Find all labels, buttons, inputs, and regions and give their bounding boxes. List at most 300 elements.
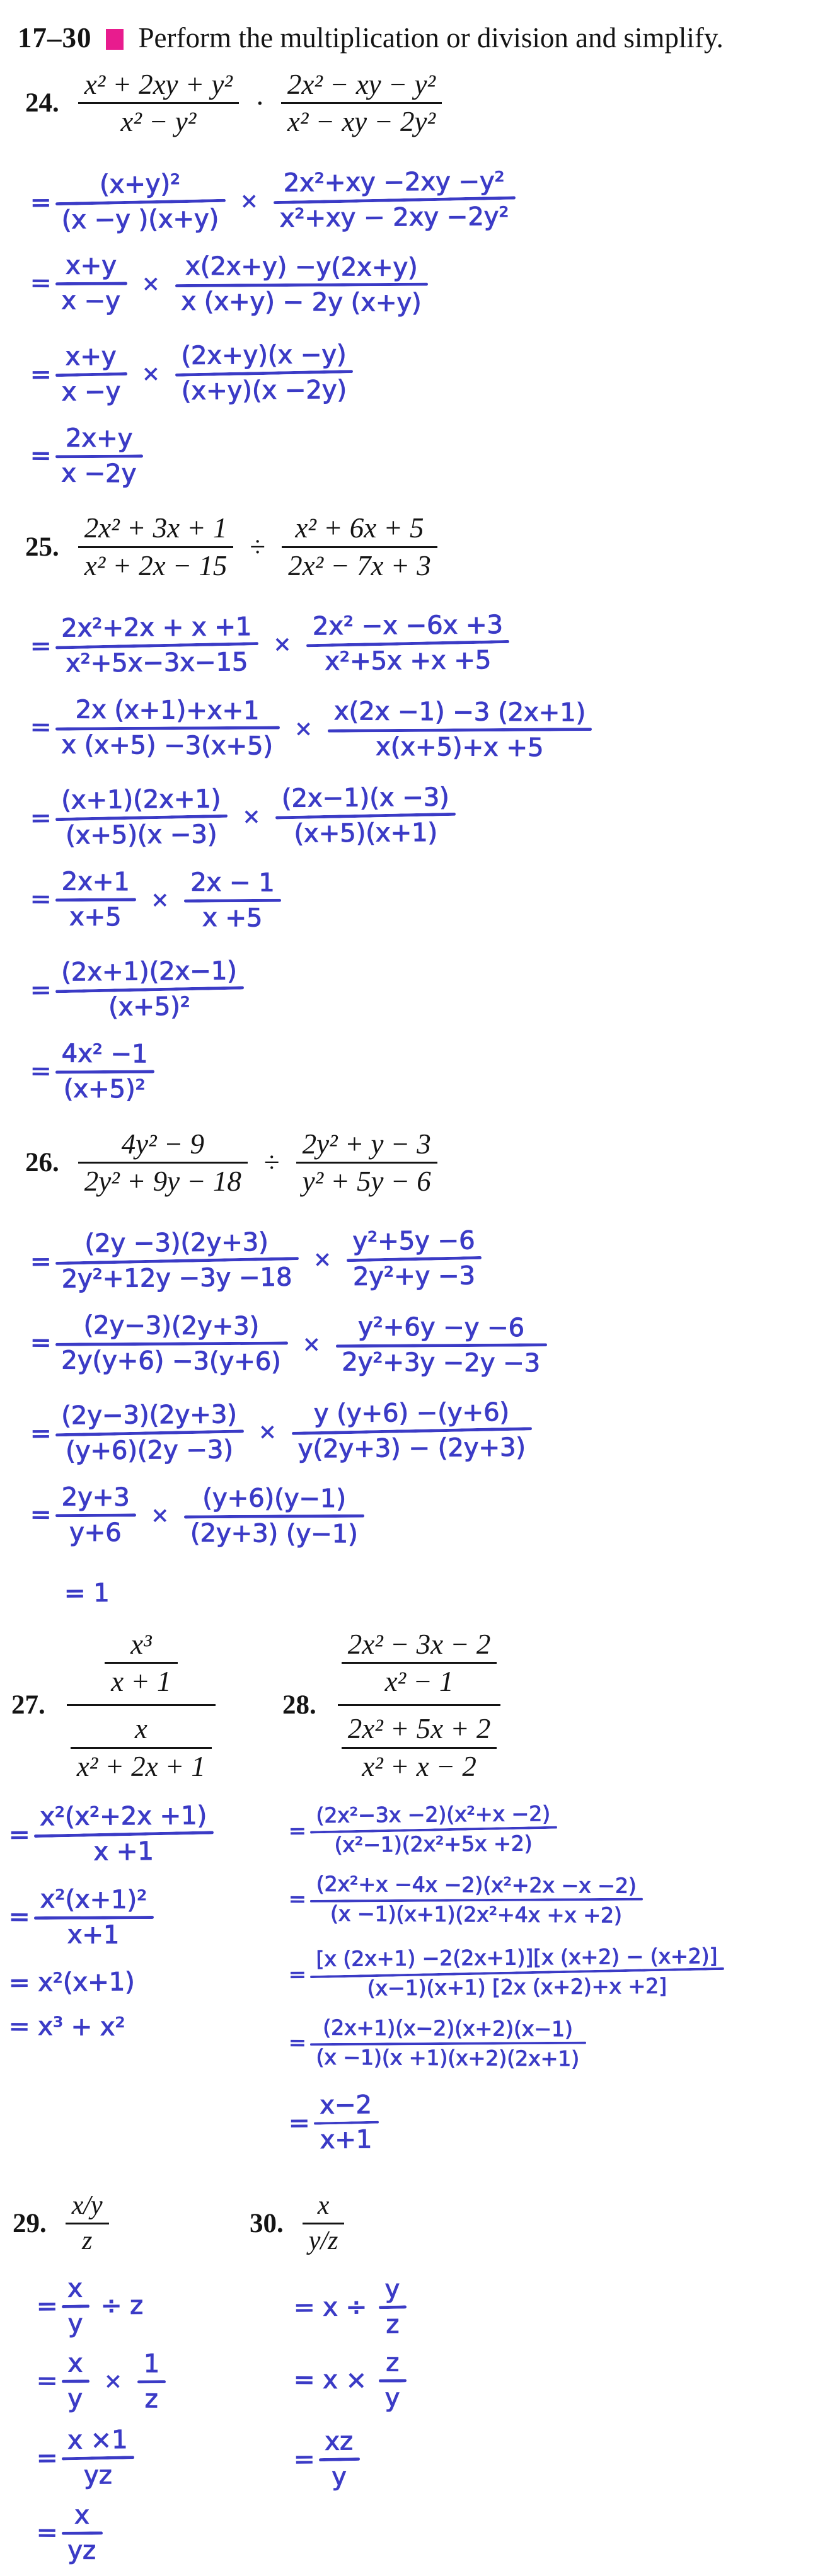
numerator: x ×1 xyxy=(67,2425,128,2455)
numerator: x(2x+y) −y(2x+y) xyxy=(185,252,418,283)
operator: × xyxy=(141,271,160,297)
fraction xyxy=(291,1397,532,1466)
section-bullet-square xyxy=(106,29,124,50)
handwritten-step xyxy=(0,2499,248,2568)
fraction-bar xyxy=(62,2379,89,2383)
denominator: x²+xy − 2xy −2y² xyxy=(279,202,509,233)
handwritten-step xyxy=(279,1870,837,1930)
numerator: x³ xyxy=(130,1628,152,1660)
math-text: = xyxy=(30,441,52,471)
math-text: = xyxy=(293,2444,315,2475)
fraction xyxy=(318,2425,360,2493)
fraction xyxy=(55,694,279,762)
denominator: x+1 xyxy=(67,1920,120,1950)
denominator: x +1 xyxy=(93,1836,154,1867)
math-text: = xyxy=(8,1902,30,1932)
denominator: x −y xyxy=(61,377,121,407)
numerator: x xyxy=(67,2349,83,2378)
main-fraction-bar xyxy=(67,1704,216,1706)
fraction xyxy=(346,1225,482,1293)
fraction xyxy=(184,1482,365,1550)
problem-number: 24. xyxy=(25,88,59,118)
operator: · xyxy=(255,87,265,119)
problem-27 xyxy=(0,1627,279,2042)
handwritten-step xyxy=(0,1309,837,1382)
numerator: x+y xyxy=(65,341,117,372)
fraction-bar xyxy=(184,898,281,902)
handwritten-step xyxy=(0,779,837,852)
problem-number: 30. xyxy=(250,2209,284,2239)
numerator: (2y −3)(2y+3) xyxy=(84,1228,268,1259)
numerator: (2x²−3x −2)(x²+x −2) xyxy=(316,1801,551,1828)
operator: ÷ xyxy=(263,1147,280,1179)
numerator: 2x² −x −6x +3 xyxy=(312,610,504,641)
math-text: = xyxy=(30,631,52,661)
denominator: (x+5)(x −3) xyxy=(65,820,217,850)
numerator: x² + 2xy + y² xyxy=(84,69,233,100)
nested-fraction xyxy=(67,1627,216,1785)
numerator: 2x²+2x + x +1 xyxy=(61,612,252,643)
handwritten-work xyxy=(248,2272,837,2492)
denominator: x² − y² xyxy=(120,106,197,138)
numerator: x xyxy=(74,2500,90,2530)
handwritten-step xyxy=(0,1967,279,1998)
denominator: x² − xy − 2y² xyxy=(287,106,436,138)
fraction xyxy=(378,2273,407,2340)
operator: × xyxy=(141,361,160,387)
handwritten-step xyxy=(0,1799,279,1869)
math-text: = xyxy=(288,1818,306,1844)
printed-expression-row xyxy=(0,1126,837,1199)
fraction xyxy=(71,1711,212,1784)
handwritten-work xyxy=(279,1800,837,2154)
handwritten-step xyxy=(0,1394,837,1468)
denominator: z xyxy=(82,2226,93,2256)
handwritten-step xyxy=(0,693,837,765)
denominator: x+1 xyxy=(320,2124,372,2155)
handwritten-step xyxy=(0,2012,279,2043)
handwritten-step xyxy=(0,866,837,938)
denominator: (x −1)(x +1)(x+2)(2x+1) xyxy=(316,2044,580,2071)
exercise-range: 17–30 xyxy=(18,22,92,54)
problem-24 xyxy=(0,67,837,491)
denominator: 2y²+12y −3y −18 xyxy=(61,1262,292,1294)
fraction xyxy=(306,609,510,678)
problems-row xyxy=(0,2185,837,2575)
handwritten-step xyxy=(0,607,837,680)
numerator: 4x² −1 xyxy=(61,1039,148,1069)
numerator: 2x² − xy − y² xyxy=(287,69,436,100)
denominator: x²+5x +x +5 xyxy=(325,645,492,676)
denominator: 2y²+y −3 xyxy=(352,1261,476,1291)
numerator: y²+5y −6 xyxy=(352,1226,475,1257)
numerator: 2x² − 3x − 2 xyxy=(347,1628,491,1660)
numerator: (2y−3)(2y+3) xyxy=(83,1310,260,1341)
fraction xyxy=(55,784,228,852)
fraction-bar xyxy=(55,282,127,286)
fraction-bar xyxy=(55,1070,154,1073)
fraction xyxy=(55,1399,243,1468)
printed-expression xyxy=(62,2189,113,2258)
printed-expression-row xyxy=(0,510,837,583)
denominator: yz xyxy=(83,2460,112,2490)
denominator: (2y+3) (y−1) xyxy=(190,1518,358,1549)
printed-expression xyxy=(74,510,441,583)
right-column xyxy=(248,2185,837,2500)
printed-expression-row xyxy=(248,2189,837,2258)
instruction-text: Perform the multiplication or division and simplify. xyxy=(138,22,724,54)
fraction xyxy=(313,2089,378,2156)
fraction xyxy=(137,2348,166,2415)
handwritten-step xyxy=(0,1222,837,1296)
math-text: ÷ z xyxy=(93,2291,144,2321)
math-text: = xyxy=(288,1962,306,1987)
fraction xyxy=(309,1800,557,1859)
handwritten-work xyxy=(0,166,837,491)
problem-number: 27. xyxy=(11,1690,45,1720)
math-text: = xyxy=(36,2518,58,2548)
handwritten-work xyxy=(0,2272,248,2567)
operator: × xyxy=(258,1419,277,1445)
main-fraction-bar xyxy=(338,1704,501,1706)
operator: × xyxy=(294,716,313,741)
fraction xyxy=(55,422,143,489)
denominator: x² + 2x + 1 xyxy=(76,1750,205,1782)
denominator: (x+y)(x −2y) xyxy=(181,375,347,406)
math-text: = xyxy=(30,803,52,833)
fraction xyxy=(335,1311,546,1380)
fraction-bar xyxy=(34,1916,154,1920)
numerator: x−2 xyxy=(320,2090,372,2120)
fraction-bar xyxy=(379,2379,407,2382)
printed-expression xyxy=(332,1627,507,1785)
numerator: 2x² + 5x + 2 xyxy=(347,1713,491,1745)
denominator: y² + 5y − 6 xyxy=(302,1165,431,1197)
fraction xyxy=(55,168,225,236)
denominator: x² + 2x − 15 xyxy=(84,549,228,581)
math-text: = xyxy=(288,1886,306,1912)
math-text: = xyxy=(30,1328,52,1358)
denominator: (x²−1)(2x²+5x +2) xyxy=(334,1831,533,1857)
denominator: y xyxy=(384,2383,400,2413)
fraction xyxy=(275,782,456,850)
exercise-header xyxy=(0,0,837,54)
denominator: x −y xyxy=(61,286,121,316)
denominator: z xyxy=(386,2310,400,2339)
denominator: 2y²+3y −2y −3 xyxy=(342,1347,541,1378)
fraction-bar xyxy=(55,898,136,902)
denominator: yz xyxy=(67,2536,96,2565)
numerator: x/y xyxy=(71,2191,103,2221)
math-text: = xyxy=(30,1419,52,1449)
fraction xyxy=(55,1482,136,1549)
problem-25 xyxy=(0,510,837,1107)
handwritten-step xyxy=(0,249,837,322)
numerator: y (y+6) −(y+6) xyxy=(313,1398,510,1429)
math-text: = xyxy=(30,1247,52,1277)
math-text: = x ÷ xyxy=(293,2292,376,2322)
denominator: x(x+5)+x +5 xyxy=(375,731,544,762)
operator: × xyxy=(151,887,170,913)
denominator: y+6 xyxy=(69,1518,122,1547)
handwritten-step xyxy=(0,1572,837,1608)
printed-expression-row xyxy=(0,67,837,140)
fraction xyxy=(296,1126,437,1199)
denominator: x −2y xyxy=(61,458,137,488)
handwritten-step xyxy=(0,1883,279,1952)
fraction xyxy=(55,1038,154,1106)
fraction xyxy=(55,1309,287,1378)
handwritten-step xyxy=(279,2014,837,2074)
printed-expression-row xyxy=(279,1627,837,1785)
handwritten-step xyxy=(0,163,837,237)
math-text: = xyxy=(30,1500,52,1530)
denominator: y/z xyxy=(308,2226,338,2256)
fraction xyxy=(309,2015,586,2073)
problem-28 xyxy=(279,1627,837,2155)
denominator: x (x+5) −3(x+5) xyxy=(61,730,274,760)
handwritten-step xyxy=(0,1481,837,1554)
fraction xyxy=(55,611,258,680)
denominator: y xyxy=(332,2461,347,2492)
numerator: x xyxy=(67,2274,83,2303)
operator: × xyxy=(151,1503,170,1528)
handwritten-step xyxy=(248,2270,837,2342)
denominator: (y+6)(2y −3) xyxy=(65,1435,234,1466)
fraction xyxy=(282,510,437,583)
numerator: (2x+1)(x−2)(x+2)(x−1) xyxy=(323,2015,574,2042)
fraction xyxy=(55,250,127,318)
fraction xyxy=(66,2189,109,2258)
fraction-bar xyxy=(379,2305,407,2309)
math-text: = xyxy=(30,188,52,217)
numerator: (x+1)(2x+1) xyxy=(61,784,221,815)
denominator: x +5 xyxy=(202,903,263,933)
fraction xyxy=(309,1943,724,2003)
denominator: (x+5)(x+1) xyxy=(294,818,438,849)
denominator: x² − 1 xyxy=(384,1666,454,1698)
math-text: = xyxy=(30,976,52,1005)
numerator: x(2x −1) −3 (2x+1) xyxy=(333,696,586,728)
fraction xyxy=(175,339,353,408)
denominator: x+5 xyxy=(69,902,122,932)
fraction xyxy=(61,2500,102,2567)
numerator: 2x − 1 xyxy=(190,867,275,898)
math-text: = xyxy=(288,2030,306,2055)
fraction xyxy=(175,251,428,319)
numerator: 2x+y xyxy=(65,423,133,453)
handwritten-step xyxy=(0,2271,248,2340)
fraction-bar xyxy=(137,2380,166,2383)
denominator: (x −y )(x+y) xyxy=(61,204,219,235)
handwritten-step xyxy=(0,335,837,409)
numerator: 2x²+xy −2xy −y² xyxy=(283,166,505,198)
fraction xyxy=(33,1884,153,1952)
numerator: 4y² − 9 xyxy=(121,1128,204,1160)
math-text: = xyxy=(288,2108,310,2138)
numerator: 2y² + y − 3 xyxy=(302,1128,431,1160)
problem-29 xyxy=(0,2189,248,2567)
denominator: (x+5)² xyxy=(108,992,191,1022)
printed-expression xyxy=(61,1627,222,1785)
fraction xyxy=(55,341,127,408)
math-text: = x × xyxy=(293,2365,376,2395)
fraction xyxy=(184,866,281,934)
numerator: 1 xyxy=(143,2349,160,2379)
problem-number: 28. xyxy=(282,1690,316,1720)
fraction xyxy=(55,1227,299,1296)
denominator: z xyxy=(144,2384,158,2414)
denominator: 2y(y+6) −3(y+6) xyxy=(61,1346,281,1377)
math-text: = xyxy=(8,1820,30,1850)
numerator: x² + 6x + 5 xyxy=(295,512,424,544)
numerator: 2x+1 xyxy=(61,867,130,896)
math-text: = xyxy=(36,2443,58,2473)
handwritten-step xyxy=(0,951,837,1024)
numerator: (2x+y)(x −y) xyxy=(181,340,347,370)
denominator: y xyxy=(67,2308,83,2338)
numerator: x²(x+1)² xyxy=(40,1884,147,1915)
math-text: = xyxy=(30,1056,52,1086)
operator: ÷ xyxy=(250,531,266,563)
fraction xyxy=(342,1627,497,1700)
fraction-bar xyxy=(61,2304,89,2308)
operator: × xyxy=(104,2369,122,2395)
math-text: = x²(x+1) xyxy=(8,1967,135,1998)
numerator: y xyxy=(384,2274,400,2304)
numerator: (2x−1)(x −3) xyxy=(281,782,449,813)
numerator: x+y xyxy=(65,251,117,281)
numerator: (x+y)² xyxy=(99,169,181,199)
fraction-bar xyxy=(318,2457,359,2461)
numerator: x xyxy=(134,1713,147,1745)
problem-number: 25. xyxy=(25,532,59,562)
handwritten-step xyxy=(279,1942,837,2003)
problem-number: 26. xyxy=(25,1147,59,1177)
problem-26 xyxy=(0,1126,837,1608)
numerator: (y+6)(y−1) xyxy=(202,1483,347,1514)
math-text: = xyxy=(36,2291,58,2321)
printed-expression xyxy=(74,1126,441,1199)
nested-fraction xyxy=(338,1627,501,1785)
operator: × xyxy=(302,1332,321,1358)
fraction xyxy=(61,2272,89,2340)
left-column xyxy=(0,1624,279,2059)
handwritten-work xyxy=(0,610,837,1108)
fraction xyxy=(78,510,234,583)
math-text: = xyxy=(30,268,52,299)
numerator: (2y−3)(2y+3) xyxy=(61,1400,238,1431)
right-column xyxy=(279,1624,837,2170)
fraction-bar xyxy=(55,726,280,730)
fraction xyxy=(61,2424,134,2492)
math-text: = xyxy=(36,2366,58,2396)
numerator: y²+6y −y −6 xyxy=(357,1312,525,1342)
numerator: x²(x²+2x +1) xyxy=(40,1801,207,1832)
handwritten-step xyxy=(0,422,837,495)
math-text: = x³ + x² xyxy=(8,2012,125,2042)
numerator: 2x² + 3x + 1 xyxy=(84,512,228,544)
operator: × xyxy=(273,631,292,658)
denominator: 2y² + 9y − 18 xyxy=(84,1165,241,1197)
problem-number: 29. xyxy=(13,2209,47,2239)
fraction xyxy=(78,1126,248,1199)
printed-expression xyxy=(299,2189,349,2258)
denominator: x + 1 xyxy=(111,1666,171,1698)
numerator: xz xyxy=(325,2427,354,2456)
fraction xyxy=(303,2189,345,2258)
left-column xyxy=(0,2185,248,2575)
fraction-bar xyxy=(62,2531,103,2534)
operator: × xyxy=(242,804,261,830)
fraction xyxy=(327,696,592,764)
fraction xyxy=(281,67,442,140)
fraction xyxy=(379,2347,407,2415)
numerator: 2x (x+1)+x+1 xyxy=(75,695,260,725)
fraction xyxy=(61,2347,89,2415)
fraction xyxy=(33,1800,214,1869)
handwritten-step xyxy=(279,2085,837,2156)
fraction-bar xyxy=(328,727,592,732)
fraction xyxy=(309,1871,643,1930)
printed-expression xyxy=(74,67,446,140)
numerator: (2x+1)(2x−1) xyxy=(61,956,238,987)
denominator: x (x+y) − 2y (x+y) xyxy=(181,287,422,318)
math-text: = 1 xyxy=(64,1578,110,1608)
fraction xyxy=(55,866,136,933)
printed-expression-row xyxy=(0,1627,279,1785)
handwritten-work xyxy=(0,1800,279,2042)
numerator: x xyxy=(317,2191,330,2221)
denominator: (x−1)(x+1) [2x (x+2)+x +2] xyxy=(367,1973,667,2001)
problem-30 xyxy=(248,2189,837,2491)
math-text: = xyxy=(30,360,52,390)
denominator: y(2y+3) − (2y+3) xyxy=(297,1433,526,1464)
denominator: y xyxy=(67,2384,83,2413)
printed-expression-row xyxy=(0,2189,248,2258)
fraction-bar xyxy=(55,1513,136,1517)
fraction-bar xyxy=(55,454,143,458)
handwritten-step xyxy=(0,1038,837,1110)
handwritten-step xyxy=(0,2423,248,2492)
numerator: z xyxy=(386,2348,400,2378)
numerator: 2y+3 xyxy=(61,1482,130,1513)
numerator: [x (2x+1) −2(2x+1)][x (x+2) − (x+2)] xyxy=(316,1943,718,1972)
problems-container xyxy=(0,67,837,2576)
handwritten-step xyxy=(248,2346,837,2417)
denominator: (x −1)(x+1)(2x²+4x +x +2) xyxy=(330,1901,623,1928)
fraction xyxy=(273,166,516,235)
fraction xyxy=(55,955,243,1024)
fraction xyxy=(105,1627,177,1700)
problems-row xyxy=(0,1624,837,2170)
handwritten-step xyxy=(248,2422,837,2493)
handwritten-work xyxy=(0,1225,837,1608)
denominator: 2x² − 7x + 3 xyxy=(288,549,431,581)
numerator: (2x²+x −4x −2)(x²+2x −x −2) xyxy=(316,1871,637,1898)
handwritten-step xyxy=(0,2347,248,2416)
operator: × xyxy=(313,1247,332,1273)
denominator: x² + x − 2 xyxy=(362,1750,476,1782)
handwritten-step xyxy=(279,1799,837,1860)
fraction xyxy=(342,1711,497,1784)
math-text: = xyxy=(30,884,52,914)
denominator: x²+5x−3x−15 xyxy=(65,647,248,678)
denominator: (x+5)² xyxy=(63,1074,146,1104)
fraction xyxy=(78,67,239,140)
operator: × xyxy=(240,188,258,214)
math-text: = xyxy=(30,713,52,742)
